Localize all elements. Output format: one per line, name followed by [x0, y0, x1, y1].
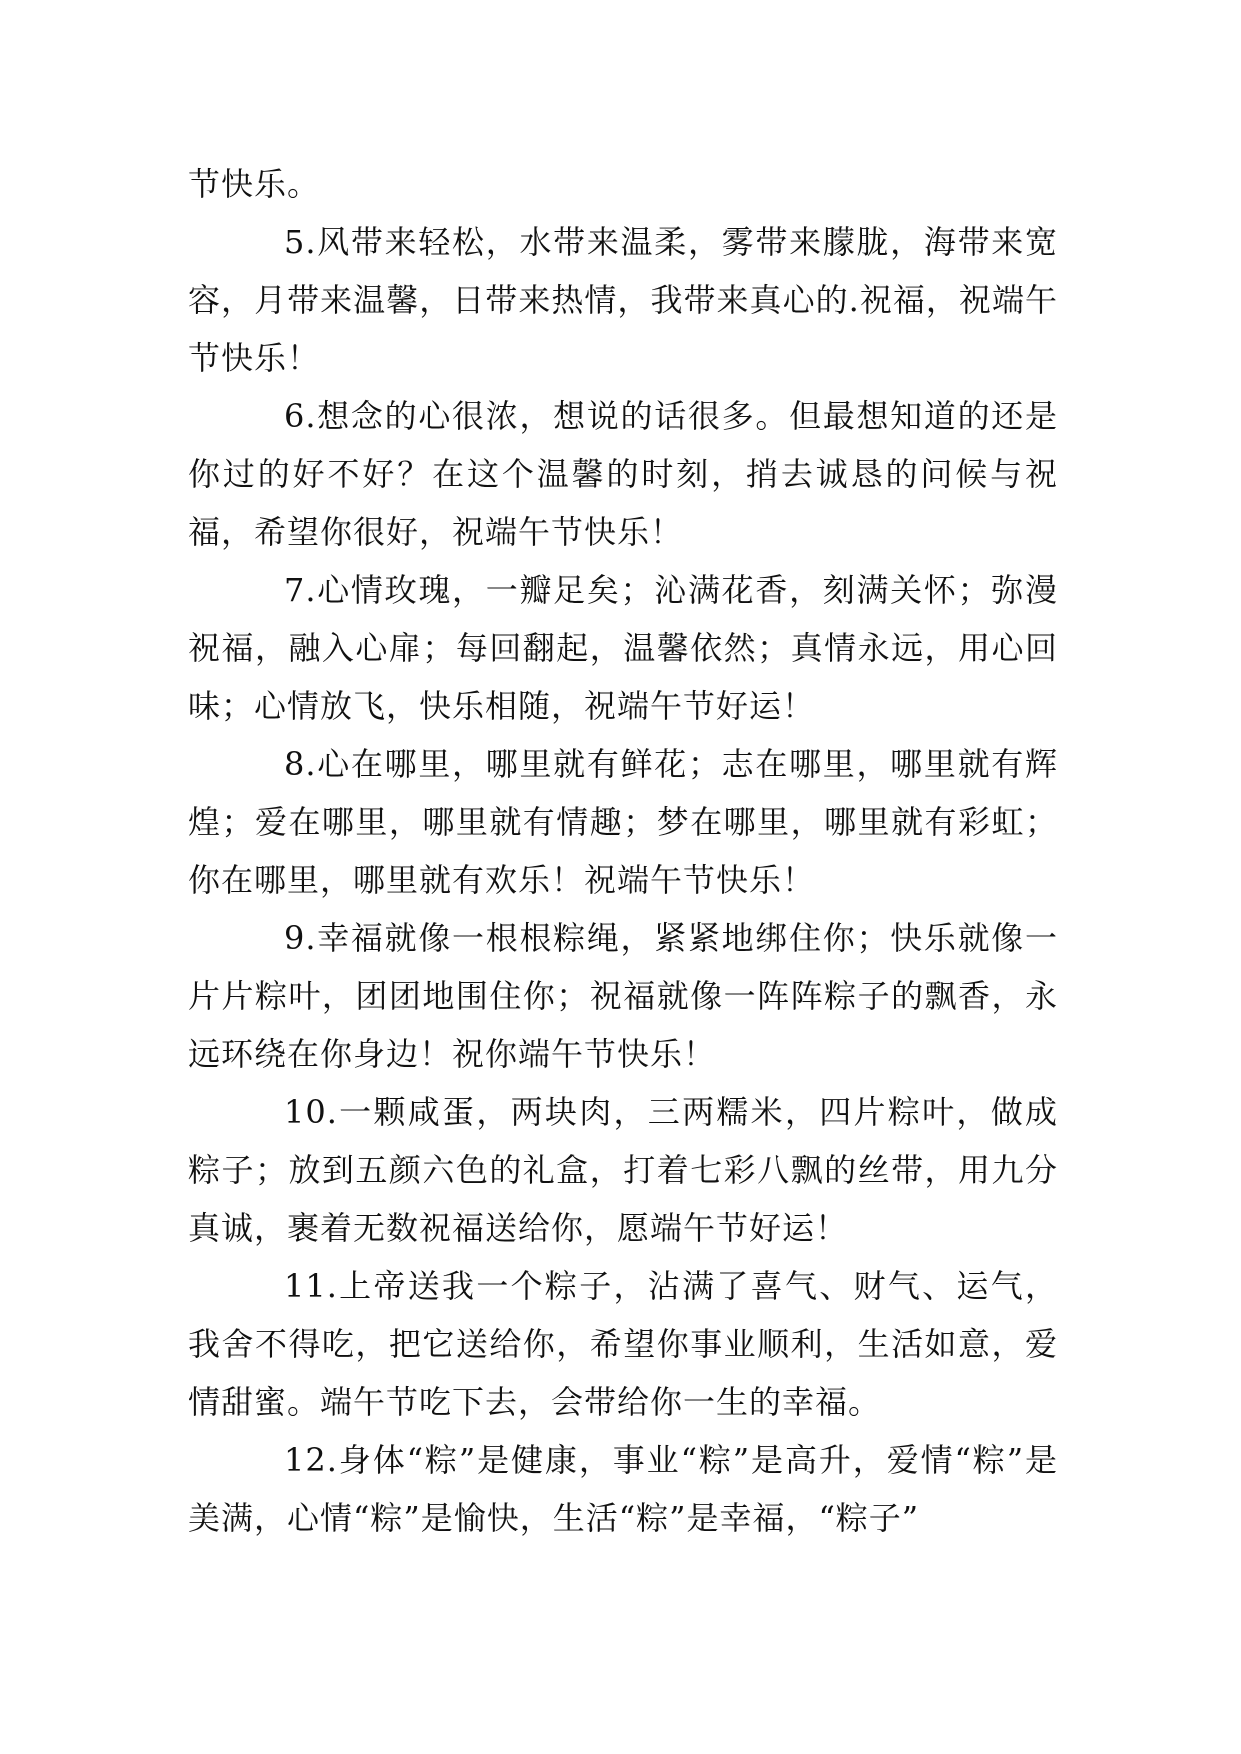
paragraph-item-8: 8.心在哪里，哪里就有鲜花；志在哪里，哪里就有辉煌；爱在哪里，哪里就有情趣；梦在哪里，哪里就有彩虹；你在哪里，哪里就有欢乐！祝端午节快乐！	[188, 745, 1058, 899]
paragraph-continuation: 节快乐。	[188, 165, 321, 203]
paragraph-item-7: 7.心情玫瑰，一瓣足矣；沁满花香，刻满关怀；弥漫祝福，融入心扉；每回翻起，温馨依然；真情永远，用心回味；心情放飞，快乐相随，祝端午节好运！	[188, 571, 1058, 725]
paragraph-item-6: 6.想念的心很浓，想说的话很多。但最想知道的还是你过的好不好？在这个温馨的时刻，捎去诚恳的问候与祝福，希望你很好，祝端午节快乐！	[188, 397, 1058, 551]
paragraph-item-12: 12.身体“粽”是健康，事业“粽”是高升，爱情“粽”是美满，心情“粽”是愉快，生活“粽”是幸福，“粽子”	[188, 1441, 1058, 1537]
paragraph-item-5: 5.风带来轻松，水带来温柔，雾带来朦胧，海带来宽容，月带来温馨，日带来热情，我带来真心的.祝福，祝端午节快乐！	[188, 223, 1058, 377]
document-body	[188, 155, 1058, 1547]
paragraph-item-10: 10.一颗咸蛋，两块肉，三两糯米，四片粽叶，做成粽子；放到五颜六色的礼盒，打着七彩八飘的丝带，用九分真诚，裹着无数祝福送给你，愿端午节好运！	[188, 1093, 1058, 1247]
paragraph-item-9: 9.幸福就像一根根粽绳，紧紧地绑住你；快乐就像一片片粽叶，团团地围住你；祝福就像一阵阵粽子的飘香，永远环绕在你身边！祝你端午节快乐！	[188, 919, 1058, 1073]
paragraph-item-11: 11.上帝送我一个粽子，沾满了喜气、财气、运气，我舍不得吃，把它送给你，希望你事业顺利，生活如意，爱情甜蜜。端午节吃下去，会带给你一生的幸福。	[188, 1267, 1058, 1421]
